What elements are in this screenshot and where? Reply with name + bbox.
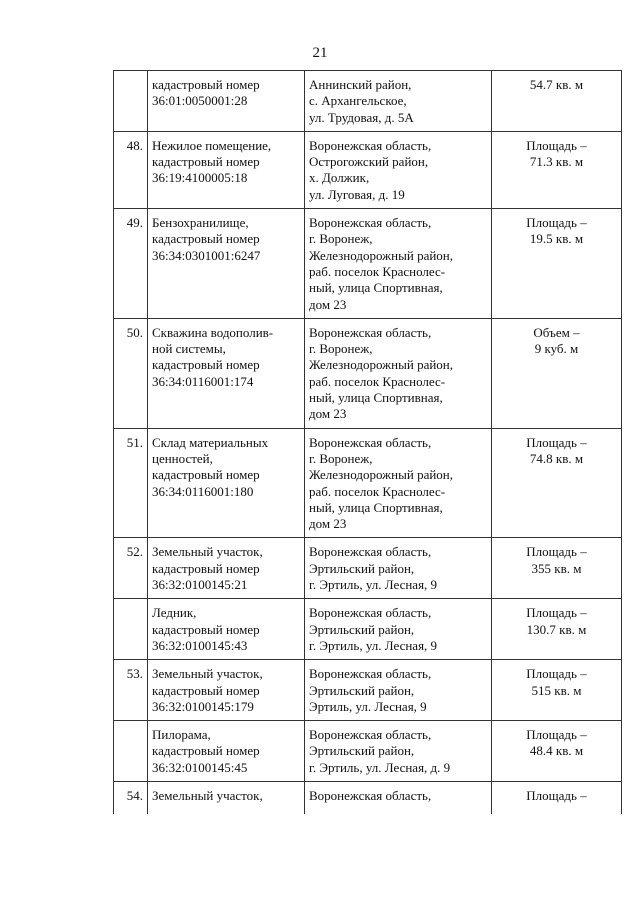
area-cell-line: 515 кв. м	[531, 682, 582, 698]
address-cell-line: г. Воронеж,	[309, 450, 373, 466]
table-row	[114, 209, 622, 319]
table-row	[114, 538, 622, 599]
object-name-cell-line: 36:32:0100145:179	[152, 698, 254, 714]
object-name-cell	[148, 71, 305, 132]
object-name-cell-line: кадастровый номер	[152, 154, 260, 170]
table-row	[114, 781, 622, 814]
object-name-cell-line: Бензохранилище,	[152, 215, 249, 231]
address-cell-line: раб. поселок Краснолес-	[309, 483, 446, 499]
row-number: 51.	[114, 428, 148, 538]
address-cell-line: Воронежская область,	[309, 727, 432, 743]
area-cell	[492, 781, 622, 814]
property-table	[113, 70, 622, 814]
address-cell-line: дом 23	[309, 296, 347, 312]
object-name-cell-line: Земельный участок,	[152, 666, 263, 682]
area-cell-line: Площадь –	[526, 787, 587, 803]
object-name-cell-line: 36:32:0100145:21	[152, 577, 248, 593]
row-number	[114, 721, 148, 782]
area-cell	[492, 660, 622, 721]
address-cell-line: Воронежская область,	[309, 324, 432, 340]
area-cell-line: 74.8 кв. м	[529, 450, 584, 466]
object-name-cell-line: Скважина водополив-	[152, 324, 274, 340]
area-cell-line: Площадь –	[526, 727, 587, 743]
address-cell	[305, 538, 492, 599]
row-number: 53.	[114, 660, 148, 721]
address-cell	[305, 660, 492, 721]
table-row	[114, 428, 622, 538]
row-number	[114, 71, 148, 132]
area-cell	[492, 209, 622, 319]
area-cell-line: 9 куб. м	[534, 341, 579, 357]
address-cell-line: Эртиль, ул. Лесная, 9	[309, 698, 427, 714]
property-table-body	[114, 71, 622, 815]
object-name-cell-line: кадастровый номер	[152, 743, 260, 759]
row-number: 52.	[114, 538, 148, 599]
area-cell	[492, 131, 622, 208]
object-name-cell-line: 36:32:0100145:43	[152, 637, 248, 653]
address-cell-line: Воронежская область,	[309, 215, 432, 231]
object-name-cell-line: Нежилое помещение,	[152, 137, 272, 153]
address-cell-line: ный, улица Спортивная,	[309, 280, 443, 296]
table-row	[114, 599, 622, 660]
object-name-cell	[148, 318, 305, 428]
object-name-cell-line: 36:34:0301001:6247	[152, 247, 261, 263]
address-cell-line: г. Воронеж,	[309, 341, 373, 357]
area-cell-line: Площадь –	[526, 137, 587, 153]
address-cell	[305, 599, 492, 660]
object-name-cell	[148, 721, 305, 782]
address-cell-line: Воронежская область,	[309, 605, 432, 621]
table-row	[114, 660, 622, 721]
area-cell	[492, 538, 622, 599]
address-cell	[305, 781, 492, 814]
page-number: 21	[312, 45, 328, 61]
address-cell-line: г. Эртиль, ул. Лесная, 9	[309, 637, 438, 653]
address-cell-line: раб. поселок Краснолес-	[309, 373, 446, 389]
address-cell-line: Воронежская область,	[309, 137, 432, 153]
object-name-cell-line: кадастровый номер	[152, 682, 260, 698]
area-cell	[492, 428, 622, 538]
table-row	[114, 131, 622, 208]
table-row	[114, 71, 622, 132]
address-cell-line: Эртильский район,	[309, 743, 415, 759]
object-name-cell	[148, 599, 305, 660]
address-cell	[305, 71, 492, 132]
object-name-cell-line: 36:34:0116001:180	[152, 483, 254, 499]
area-cell	[492, 318, 622, 428]
address-cell-line: г. Эртиль, ул. Лесная, д. 9	[309, 759, 451, 775]
object-name-cell	[148, 781, 305, 814]
address-cell-line: Эртильский район,	[309, 621, 415, 637]
address-cell-line: ный, улица Спортивная,	[309, 390, 443, 406]
area-cell-line: Площадь –	[526, 434, 587, 450]
table-row	[114, 318, 622, 428]
object-name-cell-line: 36:34:0116001:174	[152, 373, 254, 389]
object-name-cell-line: Склад материальных	[152, 434, 269, 450]
object-name-cell	[148, 131, 305, 208]
address-cell-line: Воронежская область,	[309, 787, 432, 803]
object-name-cell-line: Ледник,	[152, 605, 197, 621]
object-name-cell-line: 36:19:4100005:18	[152, 170, 248, 186]
object-name-cell-line: Земельный участок,	[152, 787, 263, 803]
object-name-cell-line: кадастровый номер	[152, 77, 260, 92]
area-cell-line: Площадь –	[526, 544, 587, 560]
row-number	[114, 599, 148, 660]
area-cell-line: 54.7 кв. м	[529, 77, 584, 92]
address-cell-line: г. Воронеж,	[309, 231, 373, 247]
object-name-cell	[148, 660, 305, 721]
address-cell-line: ул. Луговая, д. 19	[309, 186, 405, 202]
object-name-cell-line: кадастровый номер	[152, 231, 260, 247]
address-cell-line: Воронежская область,	[309, 434, 432, 450]
table-row	[114, 721, 622, 782]
address-cell-line: Железнодорожный район,	[309, 467, 453, 483]
address-cell-line: Воронежская область,	[309, 544, 432, 560]
area-cell-line: 355 кв. м	[531, 560, 582, 576]
address-cell-line: г. Эртиль, ул. Лесная, 9	[309, 577, 438, 593]
address-cell-line: Воронежская область,	[309, 666, 432, 682]
object-name-cell	[148, 538, 305, 599]
area-cell-line: Площадь –	[526, 666, 587, 682]
address-cell-line: Аннинский район,	[309, 77, 412, 92]
area-cell	[492, 721, 622, 782]
row-number: 48.	[114, 131, 148, 208]
object-name-cell-line: 36:01:0050001:28	[152, 93, 248, 109]
address-cell-line: дом 23	[309, 406, 347, 422]
address-cell-line: с. Архангельское,	[309, 93, 407, 109]
object-name-cell-line: ценностей,	[152, 450, 213, 466]
object-name-cell-line: Земельный участок,	[152, 544, 263, 560]
object-name-cell-line: 36:32:0100145:45	[152, 759, 248, 775]
address-cell-line: Эртильский район,	[309, 560, 415, 576]
object-name-cell-line: Пилорама,	[152, 727, 211, 743]
address-cell	[305, 428, 492, 538]
area-cell-line: 71.3 кв. м	[529, 154, 584, 170]
address-cell-line: х. Должик,	[309, 170, 370, 186]
area-cell-line: 48.4 кв. м	[529, 743, 584, 759]
object-name-cell-line: ной системы,	[152, 341, 226, 357]
row-number: 49.	[114, 209, 148, 319]
address-cell-line: Эртильский район,	[309, 682, 415, 698]
address-cell	[305, 318, 492, 428]
address-cell-line: Острогожский район,	[309, 154, 429, 170]
area-cell-line: Площадь –	[526, 215, 587, 231]
address-cell-line: Железнодорожный район,	[309, 357, 453, 373]
area-cell-line: Площадь –	[526, 605, 587, 621]
object-name-cell-line: кадастровый номер	[152, 621, 260, 637]
area-cell	[492, 71, 622, 132]
row-number: 50.	[114, 318, 148, 428]
area-cell-line: 130.7 кв. м	[526, 621, 587, 637]
area-cell-line: 19.5 кв. м	[529, 231, 584, 247]
area-cell-line: Объем –	[533, 324, 580, 340]
object-name-cell	[148, 428, 305, 538]
object-name-cell	[148, 209, 305, 319]
row-number: 54.	[114, 781, 148, 814]
address-cell-line: раб. поселок Краснолес-	[309, 263, 446, 279]
area-cell	[492, 599, 622, 660]
object-name-cell-line: кадастровый номер	[152, 467, 260, 483]
address-cell-line: Железнодорожный район,	[309, 247, 453, 263]
address-cell	[305, 721, 492, 782]
object-name-cell-line: кадастровый номер	[152, 357, 260, 373]
object-name-cell-line: кадастровый номер	[152, 560, 260, 576]
address-cell	[305, 131, 492, 208]
address-cell-line: ул. Трудовая, д. 5А	[309, 109, 414, 125]
address-cell	[305, 209, 492, 319]
address-cell-line: ный, улица Спортивная,	[309, 499, 443, 515]
address-cell-line: дом 23	[309, 516, 347, 532]
